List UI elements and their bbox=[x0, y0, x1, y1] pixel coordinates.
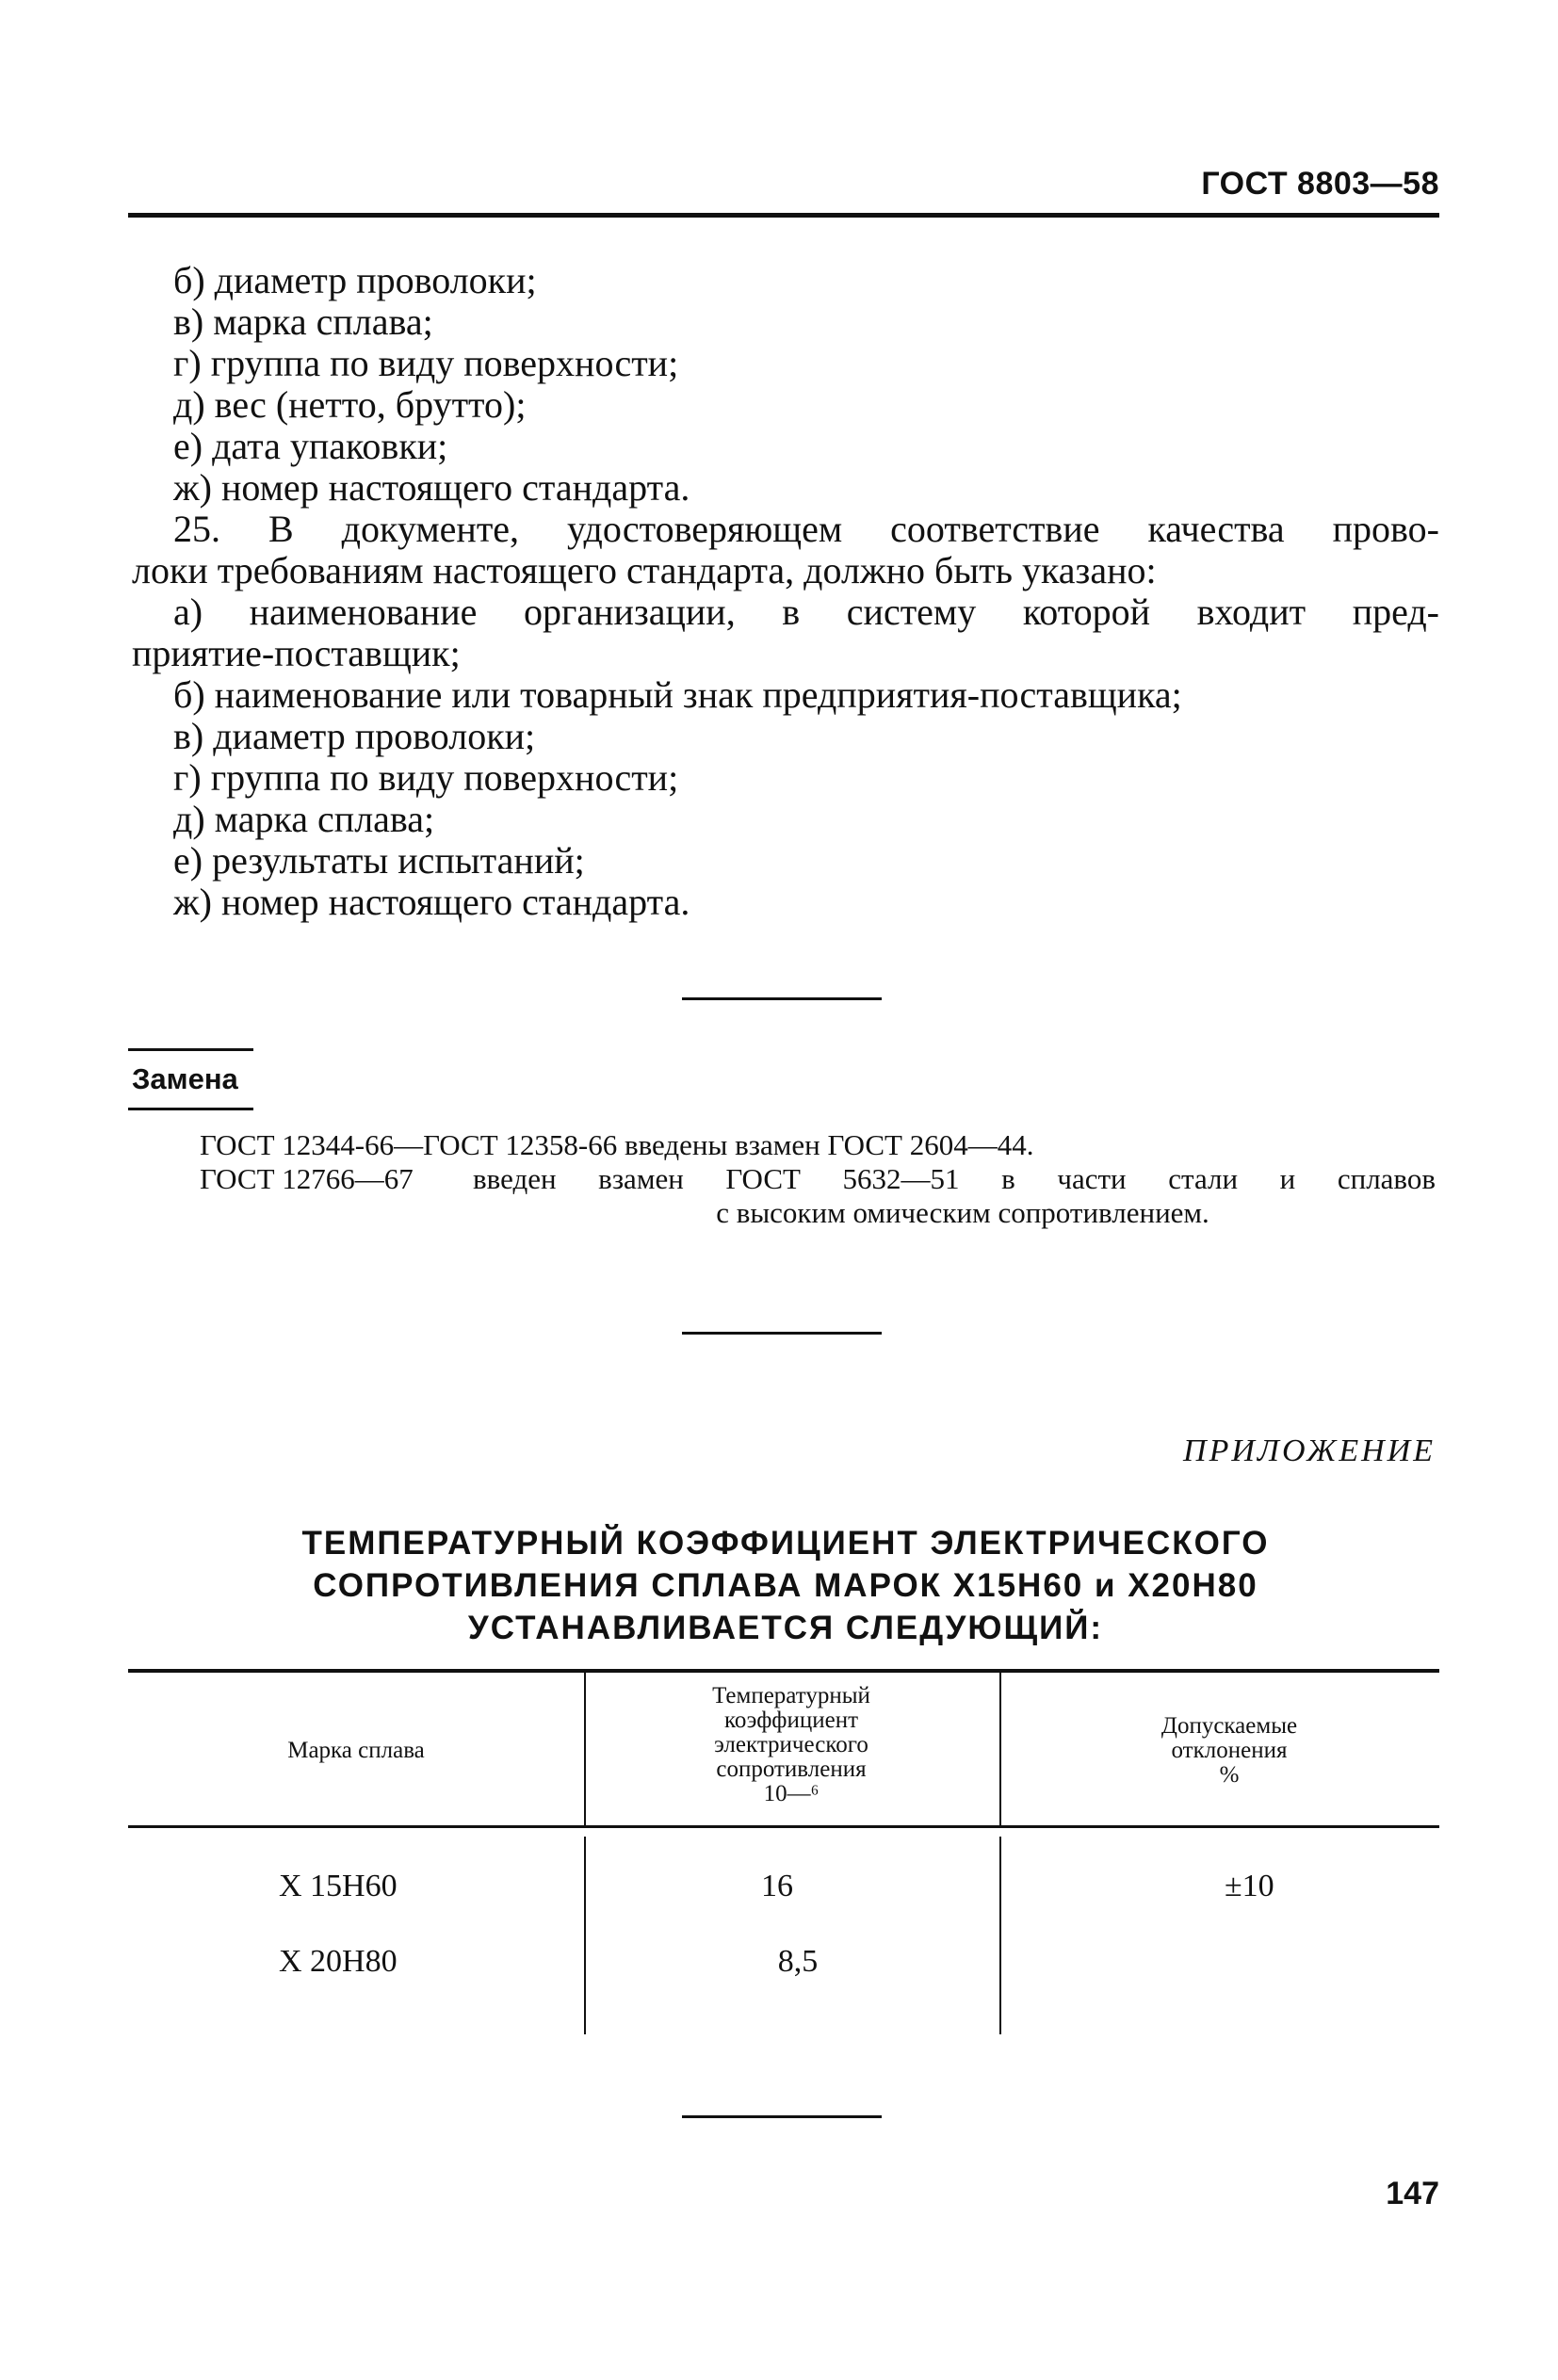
column-divider bbox=[999, 1673, 1001, 1825]
column-divider bbox=[584, 1837, 586, 2034]
header-line: Температурный bbox=[712, 1683, 870, 1708]
list-item: е) результаты испытаний; bbox=[173, 839, 585, 882]
header-rule bbox=[128, 213, 1439, 218]
document-header: ГОСТ 8803—58 bbox=[1201, 166, 1439, 202]
para25-line: 25. В документе, удостоверяющем соответствие качества прово- bbox=[173, 508, 1439, 550]
replacement-continuation: с высоким омическим сопротивлением. bbox=[716, 1196, 1209, 1229]
header-line: сопротивления bbox=[716, 1757, 867, 1782]
appendix-title bbox=[132, 1522, 1439, 1649]
list-item: в) диаметр проволоки; bbox=[173, 715, 536, 757]
header-line: Допускаемые bbox=[1160, 1713, 1298, 1739]
appendix-label: ПРИЛОЖЕНИЕ bbox=[1183, 1433, 1436, 1468]
list-item: д) марка сплава; bbox=[173, 798, 435, 840]
list-item: ж) номер настоящего стандарта. bbox=[173, 466, 690, 509]
header-line: отклонения bbox=[1171, 1738, 1288, 1763]
list-item: г) группа по виду поверхности; bbox=[173, 756, 679, 799]
replacement-line bbox=[200, 1128, 1436, 1162]
title-line: ТЕМПЕРАТУРНЫЙ КОЭФФИЦИЕНТ ЭЛЕКТРИЧЕСКОГО bbox=[301, 1525, 1270, 1562]
table-cell-tolerance: ±10 bbox=[1225, 1869, 1274, 1903]
list-item: д) вес (нетто, брутто); bbox=[173, 383, 527, 426]
header-line: 10—⁶ bbox=[763, 1781, 820, 1806]
column-divider bbox=[999, 1837, 1001, 2034]
replacement-line bbox=[200, 1162, 1436, 1196]
page-number: 147 bbox=[1386, 2176, 1439, 2211]
table-cell-grade: Х 20Н80 bbox=[279, 1944, 398, 1979]
list-item: ж) номер настоящего стандарта. bbox=[173, 881, 690, 923]
replacement-notes bbox=[200, 1128, 1436, 1230]
replacement-label: ГОСТ 12766—67 bbox=[200, 1162, 414, 1195]
list-item: в) марка сплава; bbox=[173, 300, 433, 343]
list-item: а) наименование организации, в систему которой входит пред- bbox=[173, 591, 1439, 633]
column-divider bbox=[584, 1673, 586, 1825]
zamena-rule-top bbox=[128, 1048, 253, 1051]
replacement-text: ГОСТ 12344-66—ГОСТ 12358-66 введены взамен ГОСТ 2604—44. bbox=[200, 1128, 1034, 1161]
column-header-tolerance bbox=[1074, 1714, 1385, 1788]
column-header-grade: Марка сплава bbox=[287, 1738, 425, 1763]
table-cell-coefficient: 8,5 bbox=[777, 1944, 819, 1979]
title-line: УСТАНАВЛИВАЕТСЯ СЛЕДУЮЩИЙ: bbox=[467, 1610, 1104, 1646]
para25-line: локи требованиям настоящего стандарта, должно быть указано: bbox=[132, 549, 1157, 591]
top-list bbox=[132, 260, 1439, 923]
zamena-rule-bottom bbox=[128, 1108, 253, 1110]
table-cell-coefficient: 16 bbox=[761, 1869, 793, 1903]
list-item: г) группа по виду поверхности; bbox=[173, 342, 679, 384]
table-header-rule bbox=[128, 1825, 1439, 1828]
column-header-coefficient bbox=[659, 1684, 923, 1806]
replacement-text: введен взамен ГОСТ 5632—51 в части стали и сплавов bbox=[473, 1162, 1436, 1195]
list-item: приятие-поставщик; bbox=[132, 632, 461, 674]
list-item: е) дата упаковки; bbox=[173, 425, 448, 467]
section-divider bbox=[682, 997, 882, 1000]
header-line: электрического bbox=[714, 1732, 868, 1757]
header-line: % bbox=[1219, 1762, 1240, 1788]
table-top-rule bbox=[128, 1669, 1439, 1673]
zamena-heading: Замена bbox=[132, 1062, 238, 1095]
list-item: б) наименование или товарный знак предприятия-поставщика; bbox=[173, 673, 1182, 716]
header-line: коэффициент bbox=[723, 1708, 859, 1733]
section-divider bbox=[682, 1332, 882, 1335]
section-divider bbox=[682, 2115, 882, 2118]
list-item: б) диаметр проволоки; bbox=[173, 259, 537, 301]
table-cell-grade: Х 15Н60 bbox=[279, 1869, 398, 1903]
title-line: СОПРОТИВЛЕНИЯ СПЛАВА МАРОК Х15Н60 и Х20Н80 bbox=[313, 1567, 1258, 1604]
